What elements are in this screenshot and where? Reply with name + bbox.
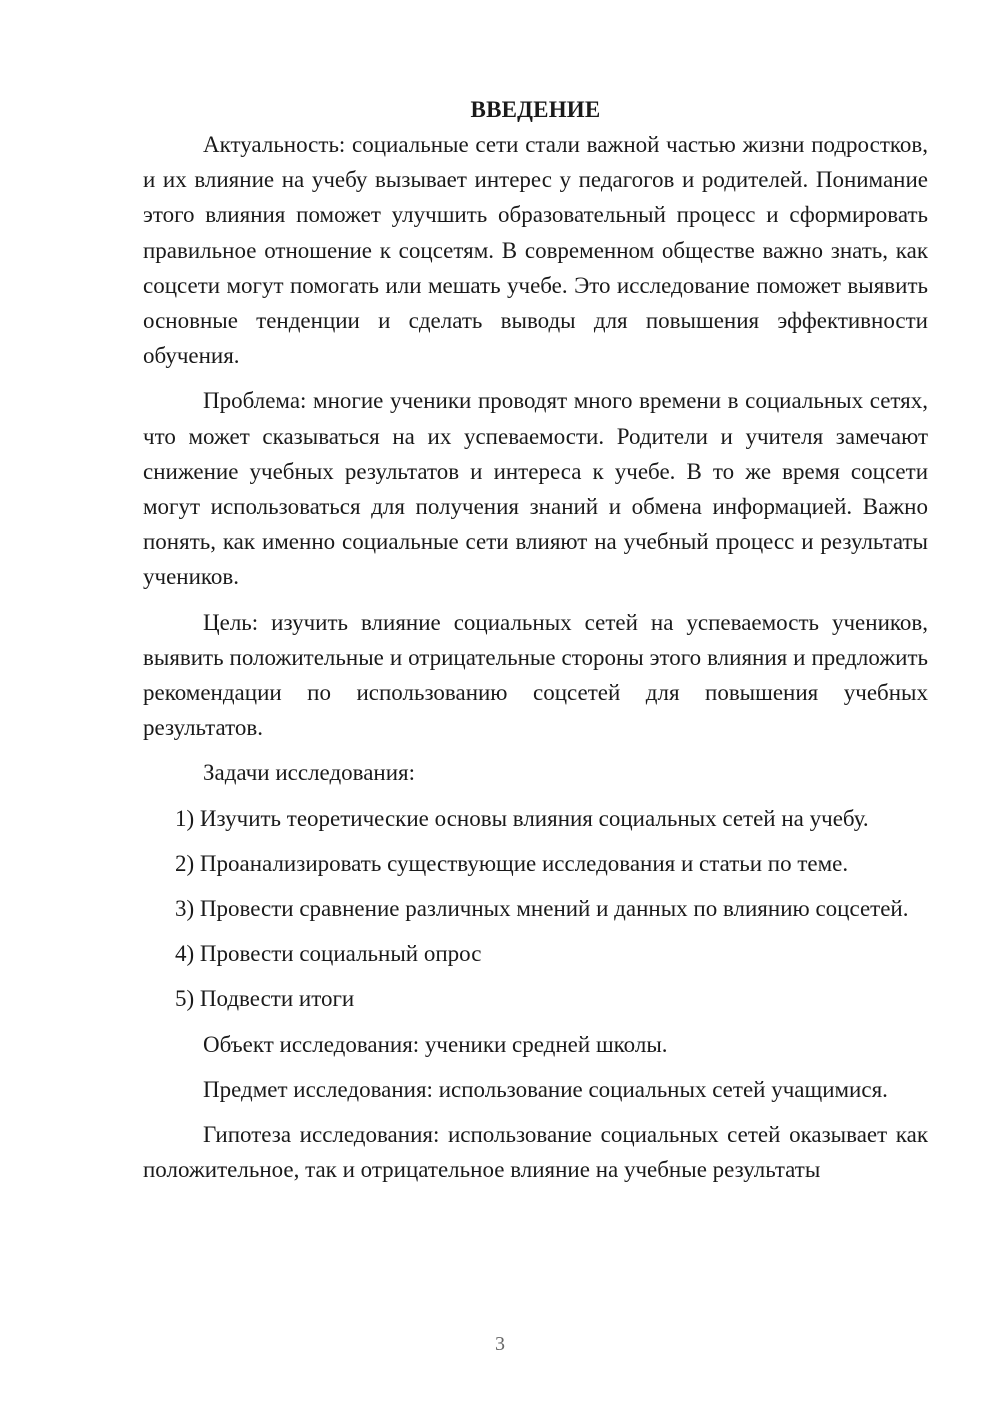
paragraph-tasks-title: Задачи исследования: (203, 760, 416, 786)
paragraph-problem: Проблема: многие ученики проводят много времени в социальных сетях, что может сказываться на их успеваемости. Родители и учителя замечают снижение учебных результатов и интереса к учебе. В то же время соцсети могут использоваться для получения знаний и обмена информацией. Важно понять, как именно социальные сети влияют на учебный процесс и результаты учеников. (143, 388, 928, 590)
paragraph-object: Объект исследования: ученики средней школы. (203, 1031, 668, 1057)
task-item-2: 2) Проанализировать существующие исследования и статьи по теме. (175, 850, 849, 876)
paragraph-relevance: Актуальность: социальные сети стали важной частью жизни подростков, и их влияние на учебу вызывает интерес у педагогов и родителей. Понимание этого влияния поможет улучшить образовательный процесс и сформировать правильное отношение к соцсетям. В современном обществе важно знать, как соцсети могут помогать или мешать учебе. Это исследование поможет выявить основные тенденции и сделать выводы для повышения эффективности обучения. (143, 132, 928, 369)
section-heading: ВВЕДЕНИЕ (470, 97, 601, 122)
page-number: 3 (495, 1333, 505, 1355)
task-item-3: 3) Провести сравнение различных мнений и данных по влиянию соцсетей. (175, 896, 909, 922)
paragraph-subject: Предмет исследования: использование социальных сетей учащимися. (203, 1076, 888, 1102)
task-item-4: 4) Провести социальный опрос (175, 941, 482, 967)
task-item-5: 5) Подвести итоги (175, 986, 355, 1012)
document-page (143, 92, 928, 1187)
paragraph-hypothesis: Гипотеза исследования: использование социальных сетей оказывает как положительное, так и отрицательное влияние на учебные результаты (143, 1122, 928, 1183)
paragraph-goal: Цель: изучить влияние социальных сетей на успеваемость учеников, выявить положительные и отрицательные стороны этого влияния и предложить рекомендации по использованию соцсетей для повышения учебных результатов. (143, 609, 928, 741)
task-item-1: 1) Изучить теоретические основы влияния социальных сетей на учебу. (175, 805, 869, 831)
